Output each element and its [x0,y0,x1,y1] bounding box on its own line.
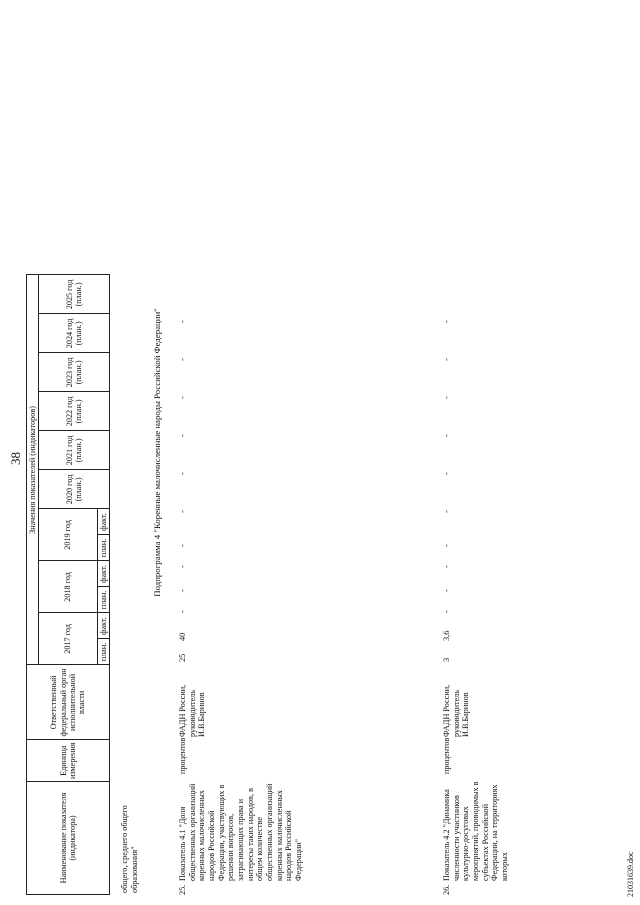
row-26-2023: - [442,396,451,399]
row-26-2017-plan: 3 [442,657,451,662]
header-2019-plan: план. [97,535,109,561]
row-26-2025: - [442,320,451,323]
header-responsible: Ответственный федеральный орган исполнительной власти [27,665,110,740]
row-25-name: Показатель 4.1 "Доля общественных организаций коренных малочисленных народов Российской Федерации, участвующих в решении вопросов, затрагивающих права и интересы таких народов, в общем количестве общественных организаций коренных малочисленных народов Российской Федерации" [178,783,304,881]
header-2017-fact: факт. [97,613,109,639]
row-26-2020: - [442,510,451,513]
row-25-2017-plan: 25 [178,653,187,662]
row-26-2024: - [442,358,451,361]
header-2017-plan: план. [97,639,109,665]
row-25-2024: - [178,358,187,361]
header-year-2019: 2019 год [39,509,97,561]
header-year-2018: 2018 год [39,561,97,613]
header-year-2017: 2017 год [39,613,97,665]
continuation-text: общего, среднего общего образования" [120,805,139,893]
header-unit: Единица измерения [27,740,110,782]
footer-filename: 21031639.doc [626,851,635,897]
row-26-num: 26. [442,884,451,895]
row-26-2019-plan: - [442,565,451,568]
header-2025: 2025 год (план.) [39,275,110,314]
row-25-responsible: ФАДН России, руководитель И.В.Баринов [178,684,207,737]
row-26-unit: процентов [442,737,451,774]
row-26-2018-fact: - [442,589,451,592]
row-26-name: Показатель 4.2 "Динамика численности участников культурно-досуговых мероприятий, проводимых в субъектах Российской Федерации, на территориях которых [442,781,510,881]
subprogram-title: Подпрограмма 4 "Коренные малочисленные народы Российской Федерации" [152,308,162,597]
row-26-2022: - [442,434,451,437]
header-2023: 2023 год (план.) [39,353,110,392]
header-name: Наименование показателя (индикатора) [27,782,110,895]
row-26-2017-fact: 3,6 [442,630,451,641]
header-2020: 2020 год (план.) [39,470,110,509]
row-25-2021: - [178,472,187,475]
row-26-2018-plan: - [442,610,451,613]
table-header [26,274,110,895]
header-2019-fact: факт. [97,509,109,535]
header-2018-fact: факт. [97,561,109,587]
row-25-2017-fact: 40 [178,632,187,641]
header-2024: 2024 год (план.) [39,314,110,353]
row-26-2021: - [442,472,451,475]
row-25-2018-plan: - [178,610,187,613]
row-25-2020: - [178,510,187,513]
row-25-2019-fact: - [178,544,187,547]
header-2018-plan: план. [97,587,109,613]
header-2022: 2022 год (план.) [39,392,110,431]
header-2021: 2021 год (план.) [39,431,110,470]
row-26-responsible: ФАДН России, руководитель И.В.Баринов [442,684,471,737]
page-number: 38 [8,452,23,465]
row-25-2022: - [178,434,187,437]
row-25-2019-plan: - [178,565,187,568]
row-25-num: 25. [178,884,187,895]
row-25-2025: - [178,320,187,323]
row-25-2018-fact: - [178,589,187,592]
header-values-group: Значения показателей (индикаторов) [27,275,39,665]
row-25-2023: - [178,396,187,399]
row-26-2019-fact: - [442,544,451,547]
row-25-unit: процентов [178,737,187,774]
